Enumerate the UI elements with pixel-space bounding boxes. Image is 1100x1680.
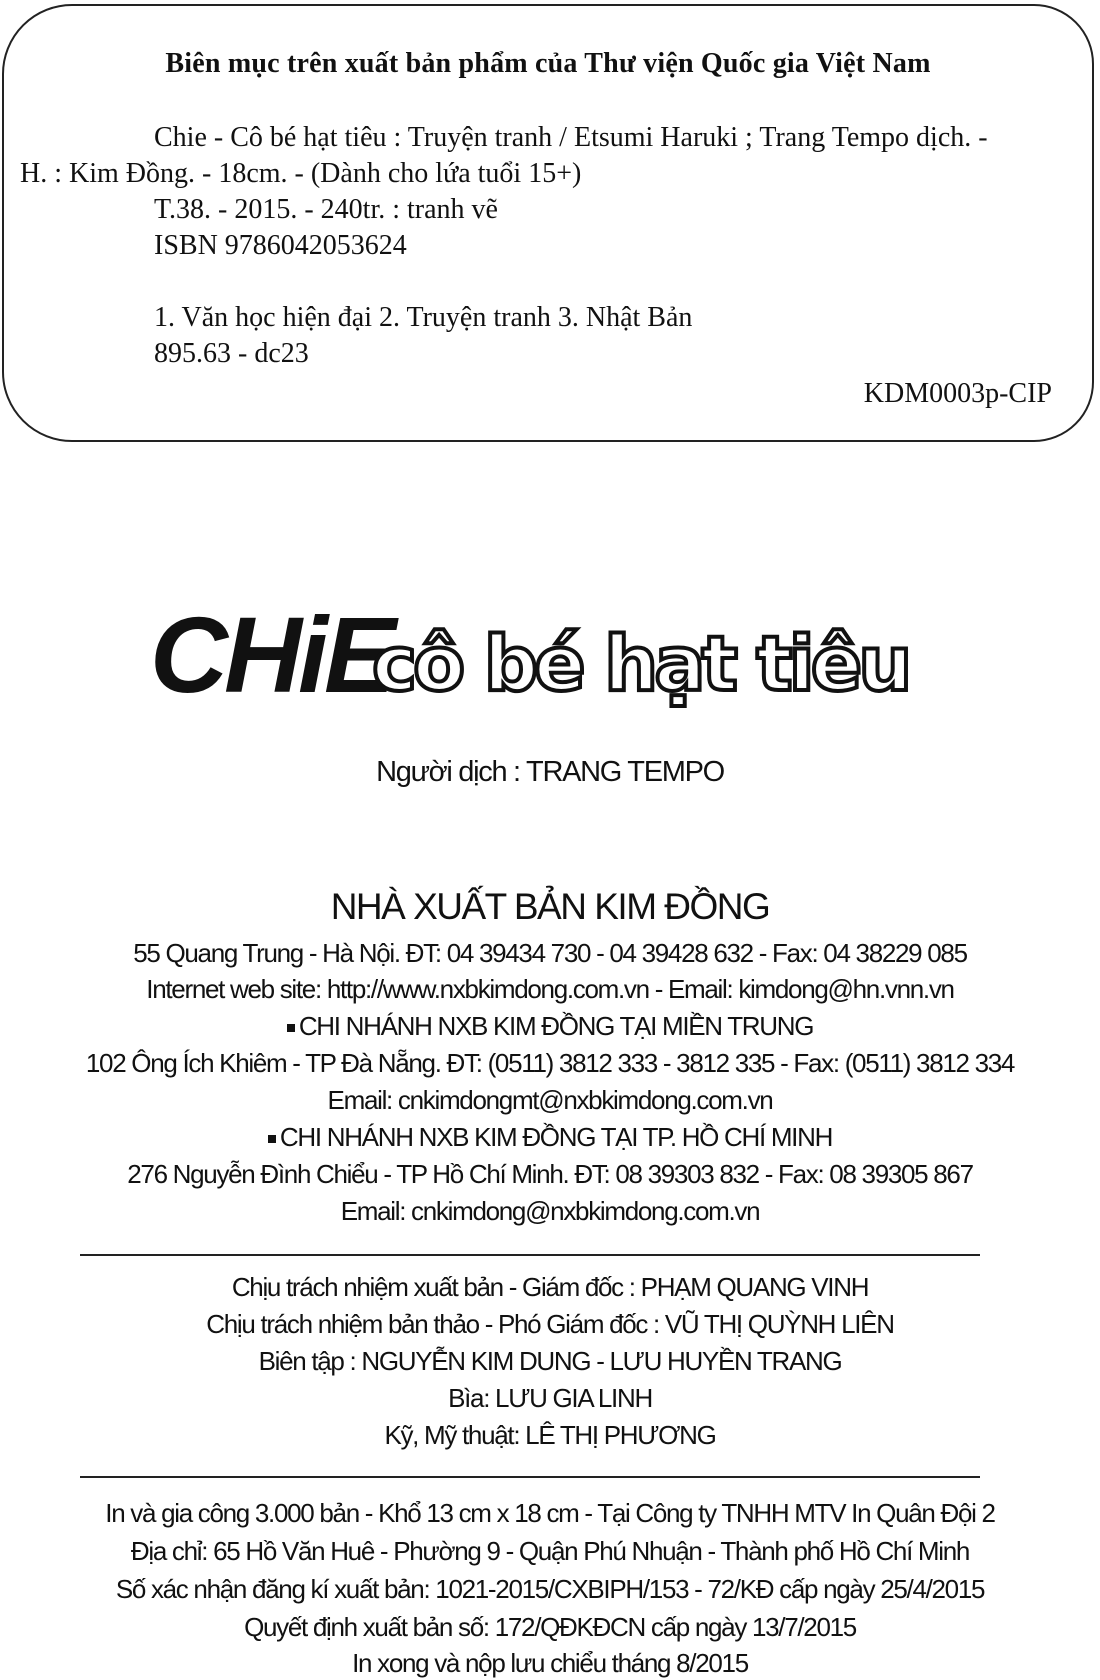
divider xyxy=(80,1476,980,1478)
publisher-name: NHÀ XUẤT BẢN KIM ĐỒNG xyxy=(330,886,770,927)
chie-title-logo xyxy=(150,582,910,722)
branch-hcm-address: 276 Nguyễn Đình Chiểu - TP Hồ Chí Minh. ĐT: 08 39303 832 - Fax: 08 39305 867 xyxy=(127,1159,973,1189)
printing-registration: Số xác nhận đăng kí xuất bản: 1021-2015/CXBIPH/153 - 72/KĐ cấp ngày 25/4/2015 xyxy=(115,1574,985,1604)
cip-heading: Biên mục trên xuất bản phẩm của Thư viện Quốc gia Việt Nam xyxy=(165,48,931,79)
cip-code: KDM0003p-CIP xyxy=(863,378,1052,409)
cip-line-title: Chie - Cô bé hạt tiêu : Truyện tranh / Etsumi Haruki ; Trang Tempo dịch. - xyxy=(154,122,988,153)
printing-deposit: In xong và nộp lưu chiểu tháng 8/2015 xyxy=(352,1648,748,1678)
branch-central-title-text: CHI NHÁNH NXB KIM ĐỒNG TẠI MIỀN TRUNG xyxy=(298,1011,814,1041)
divider xyxy=(80,1254,980,1256)
cip-line-subjects: 1. Văn học hiện đại 2. Truyện tranh 3. Nhật Bản xyxy=(154,302,693,333)
branch-central-email: Email: cnkimdongmt@nxbkimdong.com.vn xyxy=(327,1085,773,1115)
cip-line-volume: T.38. - 2015. - 240tr. : tranh vẽ xyxy=(154,194,498,225)
logo-subtitle-text: cô bé hạt tiêu xyxy=(372,619,909,708)
printing-decision: Quyết định xuất bản số: 172/QĐKĐCN cấp ngày 13/7/2015 xyxy=(244,1612,856,1642)
branch-central-address: 102 Ông Ích Khiêm - TP Đà Nẵng. ĐT: (0511) 3812 333 - 3812 335 - Fax: (0511) 3812 334 xyxy=(85,1048,1015,1078)
cip-line-publisher: H. : Kim Đồng. - 18cm. - (Dành cho lứa tuổi 15+) xyxy=(20,158,582,189)
branch-hcm-title xyxy=(0,1122,1100,1153)
credit-editors: Biên tập : NGUYỄN KIM DUNG - LƯU HUYỀN TRANG xyxy=(258,1346,842,1376)
cip-line-isbn: ISBN 9786042053624 xyxy=(154,230,407,261)
printing-address: Địa chỉ: 65 Hồ Văn Huê - Phường 9 - Quận Phú Nhuận - Thành phố Hồ Chí Minh xyxy=(130,1536,970,1566)
publisher-web: Internet web site: http://www.nxbkimdong.com.vn - Email: kimdong@hn.vnn.vn xyxy=(146,974,954,1004)
translator-line: Người dịch : TRANG TEMPO xyxy=(376,756,724,788)
branch-hcm-title-text: CHI NHÁNH NXB KIM ĐỒNG TẠI TP. HỒ CHÍ MINH xyxy=(279,1122,833,1152)
credit-cover: Bìa: LƯU GIA LINH xyxy=(448,1383,652,1413)
credit-manuscript: Chịu trách nhiệm bản thảo - Phó Giám đốc : VŨ THỊ QUỲNH LIÊN xyxy=(206,1309,894,1339)
credit-publishing-director: Chịu trách nhiệm xuất bản - Giám đốc : PHẠM QUANG VINH xyxy=(231,1272,869,1302)
credit-art: Kỹ, Mỹ thuật: LÊ THỊ PHƯƠNG xyxy=(384,1420,716,1450)
cip-catalog-box xyxy=(2,4,1094,442)
branch-central-title xyxy=(0,1011,1100,1042)
cip-line-classification: 895.63 - dc23 xyxy=(154,338,309,369)
logo-chie-text: CHiE xyxy=(150,594,393,715)
publisher-address: 55 Quang Trung - Hà Nội. ĐT: 04 39434 730 - 04 39428 632 - Fax: 04 38229 085 xyxy=(133,938,967,968)
branch-hcm-email: Email: cnkimdong@nxbkimdong.com.vn xyxy=(340,1196,760,1226)
printing-run: In và gia công 3.000 bản - Khổ 13 cm x 18 cm - Tại Công ty TNHH MTV In Quân Đội 2 xyxy=(105,1498,995,1528)
bullet-icon xyxy=(268,1135,276,1143)
bullet-icon xyxy=(287,1024,295,1032)
